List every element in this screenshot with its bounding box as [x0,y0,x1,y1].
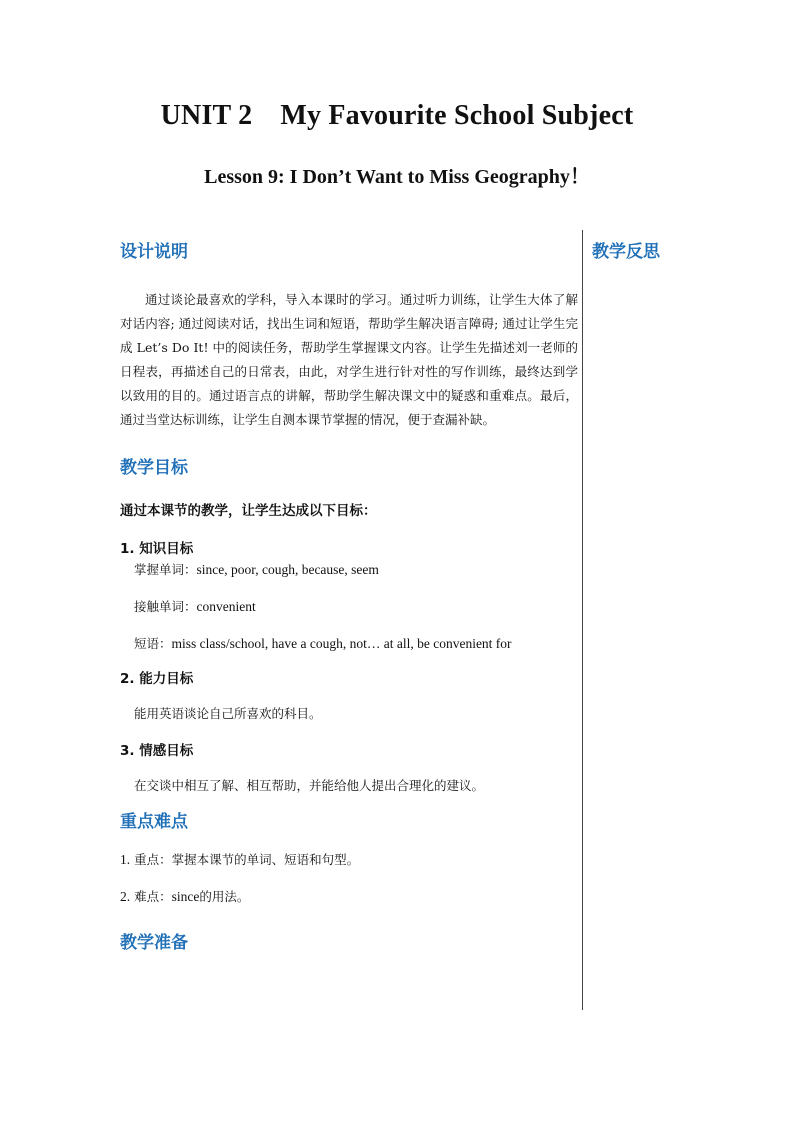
column-divider [582,230,583,1010]
key-point-number: 1. [120,852,131,867]
knowledge-item-text: since, poor, cough, because, seem [196,562,379,577]
key-point-label: 重点： [134,852,172,867]
knowledge-item-label: 掌握单词： [134,562,197,577]
reflection-heading: 教学反思 [592,242,660,262]
key-point-number: 2. [120,889,131,904]
key-point-text: 的用法。 [199,889,250,904]
knowledge-item-text: miss class/school, have a cough, not… at all, be convenient for [171,636,512,651]
ability-text: 能用英语谈论自己所喜欢的科目。 [134,706,322,721]
reflection-column [592,240,772,264]
emotion-text: 在交谈中相互了解、相互帮助，并能给他人提出合理化的建议。 [134,778,485,793]
emotion-heading: 3. 情感目标 [120,743,194,759]
design-heading: 设计说明 [120,242,188,262]
unit-title [0,100,794,132]
ability-heading: 2. 能力目标 [120,671,194,687]
preparation-heading: 教学准备 [120,933,188,953]
key-point-item [120,850,578,870]
knowledge-item [120,634,578,654]
key-point-item [120,887,578,907]
objectives-heading: 教学目标 [120,458,188,478]
key-point-text-en: since [171,889,200,904]
knowledge-item [120,560,578,580]
key-point-text: 掌握本课节的单词、短语和句型。 [171,852,360,867]
knowledge-item-text: convenient [196,599,256,614]
objectives-intro: 通过本课节的教学，让学生达成以下目标： [120,503,377,519]
unit-subject-title: My Favourite School Subject [280,100,634,131]
main-column [120,240,578,955]
knowledge-item-label: 接触单词： [134,599,197,614]
knowledge-item [120,597,578,617]
knowledge-heading: 1. 知识目标 [120,541,194,557]
lesson-title: Lesson 9: I Don’t Want to Miss Geography！ [204,166,590,188]
unit-number: UNIT 2 [160,100,253,131]
key-points-heading: 重点难点 [120,812,188,832]
design-paragraph: 通过谈论最喜欢的学科，导入本课时的学习。通过听力训练，让学生大体了解对话内容; 通过阅读对话，找出生词和短语，帮助学生解决语言障碍; 通过让学生完成 Let’s Do It! 中的阅读任务，帮助学生掌握课文内容。让学生先描述刘一老师的日程表，再描述自己的日常表，由此，对学生进行针对性的写作训练，最终达到学以致用的目的。通过语言点的讲解，帮助学生解决课文中的疑惑和重难点。最后，通过当堂达标训练，让学生自测本课节掌握的情况，便于查漏补缺。 [120,292,578,427]
knowledge-item-label: 短语： [134,636,172,651]
key-point-label: 难点： [134,889,172,904]
